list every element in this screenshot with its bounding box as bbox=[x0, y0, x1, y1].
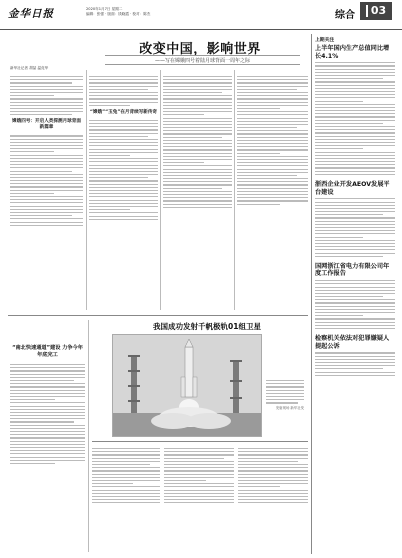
feature-body bbox=[10, 362, 85, 466]
page-number: 03 bbox=[358, 2, 392, 20]
main-subhead: ——写在嫦娥四号着陆月球背面一周年之际 bbox=[105, 55, 300, 65]
article-column-2 bbox=[89, 74, 158, 222]
bottom-column-2 bbox=[164, 446, 234, 505]
column-rule bbox=[160, 70, 161, 310]
sidebar-headline-4: 检察机关依法对犯罪嫌疑人提起公诉 bbox=[315, 335, 390, 350]
sidebar-headline-2: 浙西企业开发AEOV发展平台建设 bbox=[315, 181, 390, 196]
column-rule bbox=[88, 320, 89, 552]
section-head-1: 嫦娥四号：开启人类探测月球背面新篇章 bbox=[12, 119, 81, 131]
date-line-1: 2020年1月7日 星期二 bbox=[86, 7, 123, 11]
photo-headline: 我国成功发射千帆极轨01组卫星 bbox=[153, 322, 261, 331]
feature-headline: “南北快速通道”建设 力争今年年底完工 bbox=[12, 345, 83, 358]
newspaper-logo: 金华日报 bbox=[8, 8, 54, 20]
sidebar-kicker: 上期关注 bbox=[315, 38, 335, 43]
byline: 新华社记者 胡喆 温竞华 bbox=[10, 66, 49, 70]
article-column-1 bbox=[10, 74, 83, 228]
main-headline: 改变中国，影响世界 bbox=[139, 42, 261, 57]
issue-date bbox=[86, 7, 176, 17]
sidebar-headline-1: 上半年国内生产总值同比增长4.1% bbox=[315, 45, 390, 60]
photo-credit: 发射现场 新华社发 bbox=[275, 405, 304, 410]
bottom-column-3 bbox=[238, 446, 308, 505]
column-rule bbox=[86, 70, 87, 310]
masthead bbox=[0, 0, 402, 30]
article-column-4 bbox=[237, 74, 308, 207]
column-rule bbox=[311, 34, 312, 554]
bottom-column-1 bbox=[92, 446, 160, 505]
rocket-launch-illustration bbox=[113, 335, 262, 437]
column-rule bbox=[234, 70, 235, 310]
photo-caption bbox=[266, 378, 304, 411]
section-head-2: “嫦娥”“玉兔”在月背续写新传奇 bbox=[89, 109, 158, 115]
rocket-launch-photo bbox=[112, 334, 262, 437]
section-name: 综合 bbox=[335, 10, 355, 21]
section-divider bbox=[8, 315, 308, 316]
article-column-3 bbox=[163, 74, 232, 210]
sidebar-headline-3: 国网浙江省电力有限公司年度工作报告 bbox=[315, 262, 390, 278]
date-line-2: 编辑：张强 · 版面：钱晓霞 · 校对：陈杰 bbox=[86, 12, 151, 16]
section-divider bbox=[92, 441, 308, 442]
right-sidebar bbox=[315, 36, 395, 378]
